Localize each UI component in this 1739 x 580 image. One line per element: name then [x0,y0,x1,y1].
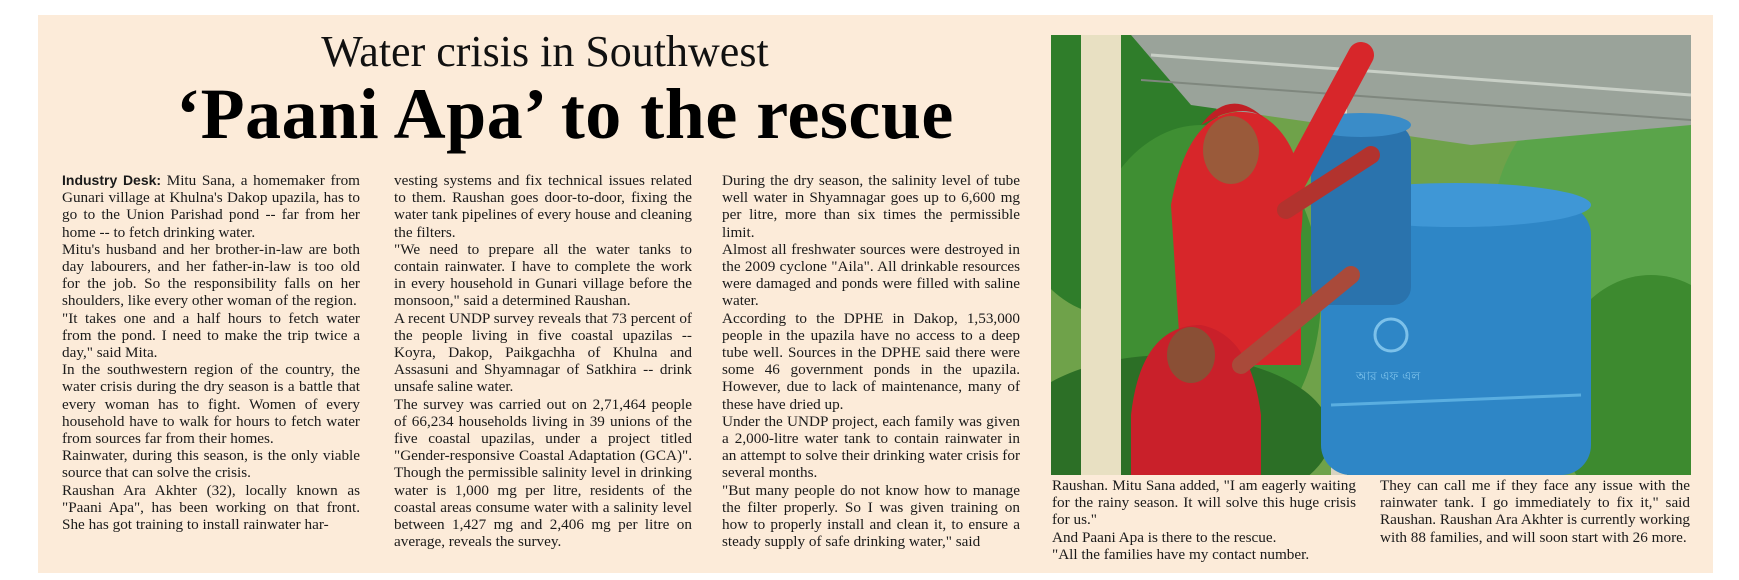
paragraph: The survey was carried out on 2,71,464 people of 66,234 households living in 39 unions of the five coastal upazilas, under a project titled "Gender-responsive Coastal Adaptation (GCA)". Though the permissible salinity level in drinking water is 1,000 mg per litre, residents of the coastal areas consume water with a salinity level between 1,427 mg and 2,406 mg per litre on average, reveals the survey. [394,395,692,551]
tank-label: আর এফ এল [1356,369,1421,383]
paragraph: Mitu's husband and her brother-in-law are both day labourers, and her father-in-law is too old for the job. So the responsibility falls on her shoulders, like every other woman of the region. [62,240,360,310]
paragraph-text: Mitu Sana, a homemaker from Gunari village at Khulna's Dakop upazila, has to go to the Union Parishad pond -- far from her home -- to fetch drinking water. [62,172,360,241]
headline-block [60,27,1070,154]
article-column-3 [722,172,1020,550]
paragraph: vesting systems and fix technical issues related to them. Raushan goes door-to-door, fixing the water tank pipelines of every house and cleaning the filters. [394,172,692,241]
article-column-5 [1380,477,1690,546]
newspaper-clipping [38,15,1713,573]
paragraph: "It takes one and a half hours to fetch water from the pond. I need to make the trip twice a day," said Mita. [62,309,360,362]
paragraph: A recent UNDP survey reveals that 73 percent of the people living in five coastal upazilas -- Koyra, Dakop, Paikgachha of Khulna and Assasuni and Shyamnagar of Satkhira -- drink unsafe saline water. [394,309,692,396]
paragraph: Raushan Ara Akhter (32), locally known as "Paani Apa", has been working on that front. She has got training to install rainwater har- [62,481,360,534]
article-column-2 [394,172,692,550]
paragraph [62,172,360,241]
article-column-4 [1052,477,1356,563]
paragraph: "All the families have my contact number. [1052,545,1310,563]
photo-illustration [1051,35,1691,475]
paragraph: Rainwater, during this season, is the only viable source that can solve the crisis. [62,447,360,482]
paragraph: And Paani Apa is there to the rescue. [1052,528,1277,546]
paragraph: During the dry season, the salinity level of tube well water in Shyamnagar goes up to 6,600 mg per litre, more than six times the permissible limit. [722,172,1020,241]
kicker: Water crisis in Southwest [321,27,769,76]
paragraph: According to the DPHE in Dakop, 1,53,000 people in the upazila have no access to a deep tube well. Sources in the DPHE said there were some 46 government ponds in the upazila. However, due to lack of maintenance, many of these have dried up. [722,309,1020,413]
article-column-1 [62,172,360,533]
paragraph: Almost all freshwater sources were destroyed in the 2009 cyclone "Aila". All drinkable resources were damaged and ponds were filled with saline water. [722,240,1020,310]
paragraph: "But many people do not know how to manage the filter properly. So I was given training on how to properly install and clean it, to ensure a steady supply of safe drinking water," said [722,481,1020,551]
paragraph: In the southwestern region of the country, the water crisis during the dry season is a battle that every woman has to fight. Women of every household have to walk for hours to fetch water from sources far from their homes. [62,361,360,448]
bamboo-pole [1081,35,1121,475]
byline-label: Industry Desk: [62,172,162,188]
article-photo [1051,35,1691,475]
paragraph: They can call me if they face any issue with the rainwater tank. I go immediately to fix it," said Raushan. Raushan Ara Akhter is currently working with 88 families, and will soon start with 26 more. [1380,477,1691,546]
paragraph: "We need to prepare all the water tanks to contain rainwater. I have to complete the work in every household in Gunari village before the monsoon," said a determined Raushan. [394,240,692,310]
paragraph: Under the UNDP project, each family was given a 2,000-litre water tank to contain rainwater in an attempt to solve their drinking water crisis for several months. [722,412,1020,482]
paragraph: Raushan. Mitu Sana added, "I am eagerly waiting for the rainy season. It will solve this huge crisis for us." [1052,477,1356,529]
headline: ‘Paani Apa’ to the rescue [176,74,954,154]
